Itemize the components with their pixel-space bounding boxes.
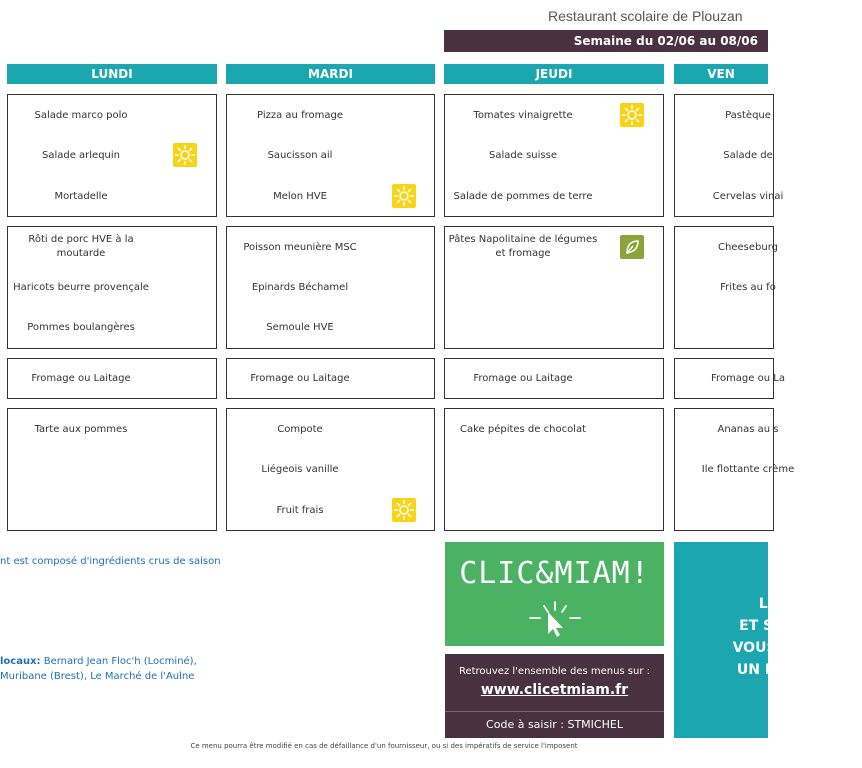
- promo-text: Retrouvez l'ensemble des menus sur :: [458, 666, 651, 677]
- jeudi-entrees-cell: [444, 94, 664, 217]
- mardi-fromage-cell: [226, 358, 435, 399]
- menu-item: Cake pépites de chocolat: [459, 424, 587, 435]
- lundi-entrees-cell: [7, 94, 217, 217]
- sun-icon: [620, 103, 644, 127]
- teal-line: ET SON: [739, 618, 797, 634]
- sun-icon: [173, 143, 197, 167]
- menu-item: Mortadelle: [54, 191, 108, 202]
- sun-icon: [392, 498, 416, 522]
- teal-line: LE: [758, 596, 778, 612]
- jeudi-plat-cell: [444, 226, 664, 349]
- day-header-vendredi: VEN: [674, 64, 768, 84]
- lundi-dessert-cell: [7, 408, 217, 531]
- menu-item: Rôti de porc HVE à la: [28, 234, 134, 245]
- restaurant-title: Restaurant scolaire de Plouzan: [548, 8, 743, 24]
- promo-code: Code à saisir : STMICHEL: [486, 718, 623, 731]
- seasonal-note: nt est composé d'ingrédients crus de saison: [0, 556, 221, 567]
- menu-item: Poisson meunière MSC: [243, 242, 357, 253]
- menu-item: Salade arlequin: [41, 150, 121, 161]
- menu-item: Melon HVE: [273, 191, 327, 202]
- day-header-mardi: MARDI: [226, 64, 435, 84]
- day-header-lundi: LUNDI: [7, 64, 217, 84]
- menu-item: et fromage: [495, 248, 551, 259]
- menu-item: Fruit frais: [276, 505, 324, 516]
- menu-item: Semoule HVE: [266, 322, 334, 333]
- mardi-dessert-cell: [226, 408, 435, 531]
- menu-item: Pommes boulangères: [27, 322, 135, 333]
- menu-item: Fromage ou La: [711, 373, 785, 384]
- menu-item: Fromage ou Laitage: [250, 373, 350, 384]
- menu-item: Saucisson ail: [267, 150, 333, 161]
- menu-item: moutarde: [56, 248, 106, 259]
- menu-item: Tarte aux pommes: [34, 424, 128, 435]
- teal-line: UN BON: [736, 662, 800, 678]
- leaf-icon: [620, 235, 644, 259]
- menu-item: Compote: [277, 424, 323, 435]
- menu-item: Fromage ou Laitage: [473, 373, 573, 384]
- teal-line: VOUS SO: [732, 640, 804, 656]
- menu-item: Cervelas vinai: [712, 191, 784, 202]
- promo-divider: [445, 711, 664, 712]
- jeudi-dessert-cell: [444, 408, 664, 531]
- promo-box: [445, 654, 664, 738]
- menu-item: Salade suisse: [489, 150, 557, 161]
- local-suppliers-line2: Muribane (Brest), Le Marché de l'Aulne: [0, 671, 195, 682]
- menu-item: Fromage ou Laitage: [31, 373, 131, 384]
- jeudi-fromage-cell: [444, 358, 664, 399]
- local-suppliers-text: Bernard Jean Floc'h (Locminé),: [40, 656, 197, 667]
- cursor-icon: [520, 600, 590, 640]
- vendredi-dessert-cell: [674, 408, 795, 531]
- local-label: locaux:: [0, 656, 41, 667]
- menu-item: Pâtes Napolitaine de légumes: [448, 234, 598, 245]
- logo-text: CLIC&MIAM!: [459, 556, 650, 591]
- menu-item: Pastèque: [725, 110, 771, 121]
- mardi-entrees-cell: [226, 94, 435, 217]
- lundi-plat-cell: [7, 226, 217, 349]
- menu-item: Ananas au s: [717, 424, 779, 435]
- week-banner: Semaine du 02/06 au 08/06: [444, 30, 768, 52]
- lundi-fromage-cell: [7, 358, 217, 399]
- sun-icon: [392, 184, 416, 208]
- local-suppliers-line1: [0, 656, 197, 667]
- menu-item: Cheeseburg: [718, 242, 778, 253]
- clicetmiam-logo: [445, 542, 664, 646]
- footer-disclaimer: Ce menu pourra être modifié en cas de défaillance d'un fournisseur, ou si des impératifs de service l'imposent: [190, 742, 578, 750]
- menu-item: Pizza au fromage: [257, 110, 343, 121]
- menu-item: Frites au fo: [720, 282, 776, 293]
- day-header-jeudi: JEUDI: [444, 64, 664, 84]
- mardi-plat-cell: [226, 226, 435, 349]
- menu-item: Tomates vinaigrette: [473, 110, 573, 121]
- vendredi-fromage-cell: [674, 358, 785, 399]
- teal-info-box: [674, 542, 804, 738]
- menu-item: Salade de: [723, 150, 773, 161]
- menu-item: Salade marco polo: [34, 110, 128, 121]
- menu-item: Liégeois vanille: [261, 464, 339, 475]
- vendredi-plat-cell: [674, 226, 778, 349]
- menu-item: Epinards Béchamel: [251, 282, 349, 293]
- vendredi-entrees-cell: [674, 94, 784, 217]
- promo-url-link[interactable]: www.clicetmiam.fr: [480, 682, 629, 698]
- menu-item: Haricots beurre provençale: [13, 282, 149, 293]
- menu-item: Ile flottante crème: [701, 464, 795, 475]
- menu-item: Salade de pommes de terre: [453, 191, 593, 202]
